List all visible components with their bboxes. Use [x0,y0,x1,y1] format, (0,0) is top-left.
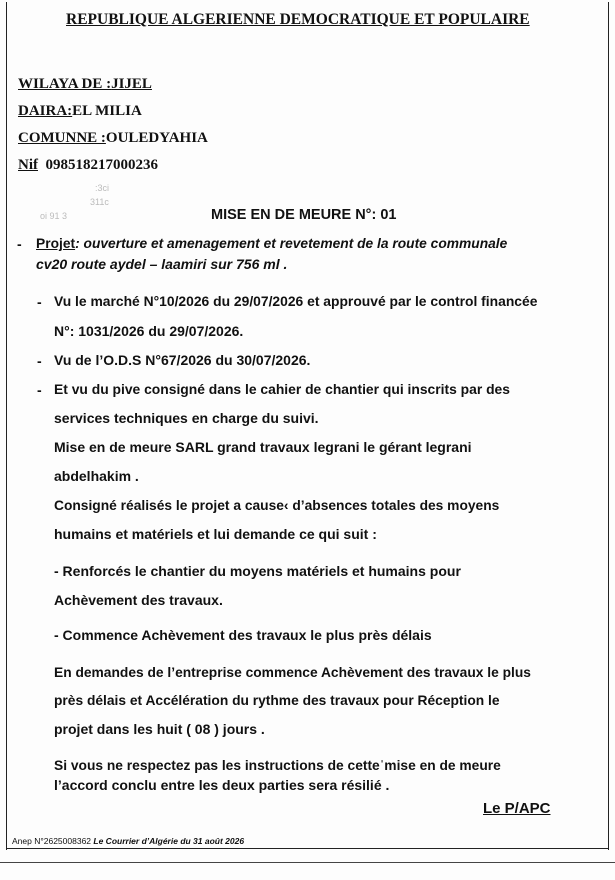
footer [12,836,244,846]
body-line-15: projet dans les huit ( 08 ) jours . [54,721,265,737]
bleed-through-mark: 311c [90,197,109,207]
projet-line-2: cv20 route aydel – laamiri sur 756 ml . [36,256,288,272]
daira-value: EL MILIA [72,103,142,119]
projet-line-1 [36,235,507,251]
body-line-1: Vu le marché N°10/2026 du 29/07/2026 et approuvé par le control financée [54,293,538,309]
nif-value: 098518217000236 [45,157,158,173]
projet-label: Projet [36,235,76,251]
body-line-11: Achèvement des travaux. [54,592,223,608]
commune-label: COMUNNE : [18,130,106,146]
nif-line [18,157,158,174]
nif-label: Nif [18,157,38,173]
body-line-4: Et vu du pive consigné dans le cahier de chantier qui inscrits par des [54,381,510,397]
body-line-2: N°: 1031/2026 du 29/07/2026. [54,323,244,339]
body-line-6: Mise en de meure SARL grand travaux legrani le gérant legrani [54,439,472,455]
document-title: MISE EN DE MEURE N°: 01 [211,207,397,223]
bleed-through-mark: oi 91 3 [40,211,68,221]
bleed-through-mark: :3ci [95,183,110,193]
wilaya-value: JIJEL [111,76,152,92]
bullet-marker: - [17,236,22,252]
projet-text-1: : ouverture et amenagement et revetement de la route communale [75,235,508,251]
body-line-16: Si vous ne respectez pas les instructions de cetteˈmise en de meure [54,757,501,773]
daira-label: DAIRA: [18,103,73,119]
wilaya-line [18,76,152,93]
body-line-3: Vu de l’O.D.S N°67/2026 du 30/07/2026. [54,352,311,368]
bullet-marker: - [37,294,42,310]
body-line-10: - Renforcés le chantier du moyens matériels et humains pour [54,563,461,579]
body-line-9: humains et matériels et lui demande ce qui suit : [54,526,377,542]
bottom-rule [6,848,609,849]
bullet-marker: - [37,382,42,398]
footer-paper: Le Courrier d’Algérie du 31 août 2026 [93,836,245,846]
body-line-17: l’accord conclu entre les deux parties sera résilié . [54,777,390,793]
body-line-5: services techniques en charge du suivi. [54,410,319,426]
bullet-marker: - [37,353,42,369]
commune-value: OULEDYAHIA [105,130,208,146]
body-line-12: - Commence Achèvement des travaux le plus près délais [54,627,432,643]
signature: Le P/APC [483,800,551,817]
outer-rule [0,862,615,863]
commune-line [18,130,208,147]
body-line-8: Consigné réalisés le projet a cause‹ d’absences totales des moyens [54,497,500,513]
daira-line [18,103,142,120]
wilaya-label: WILAYA DE : [18,76,112,92]
body-line-13: En demandes de l’entreprise commence Achèvement des travaux le plus [54,664,531,680]
body-line-7: abdelhakim . [54,468,139,484]
body-line-14: près délais et Accélération du rythme des travaux pour Réception le [54,692,500,708]
header-title: REPUBLIQUE ALGERIENNE DEMOCRATIQUE ET POPULAIRE [66,11,530,28]
footer-anep: Anep N°2625008362 [12,836,92,846]
